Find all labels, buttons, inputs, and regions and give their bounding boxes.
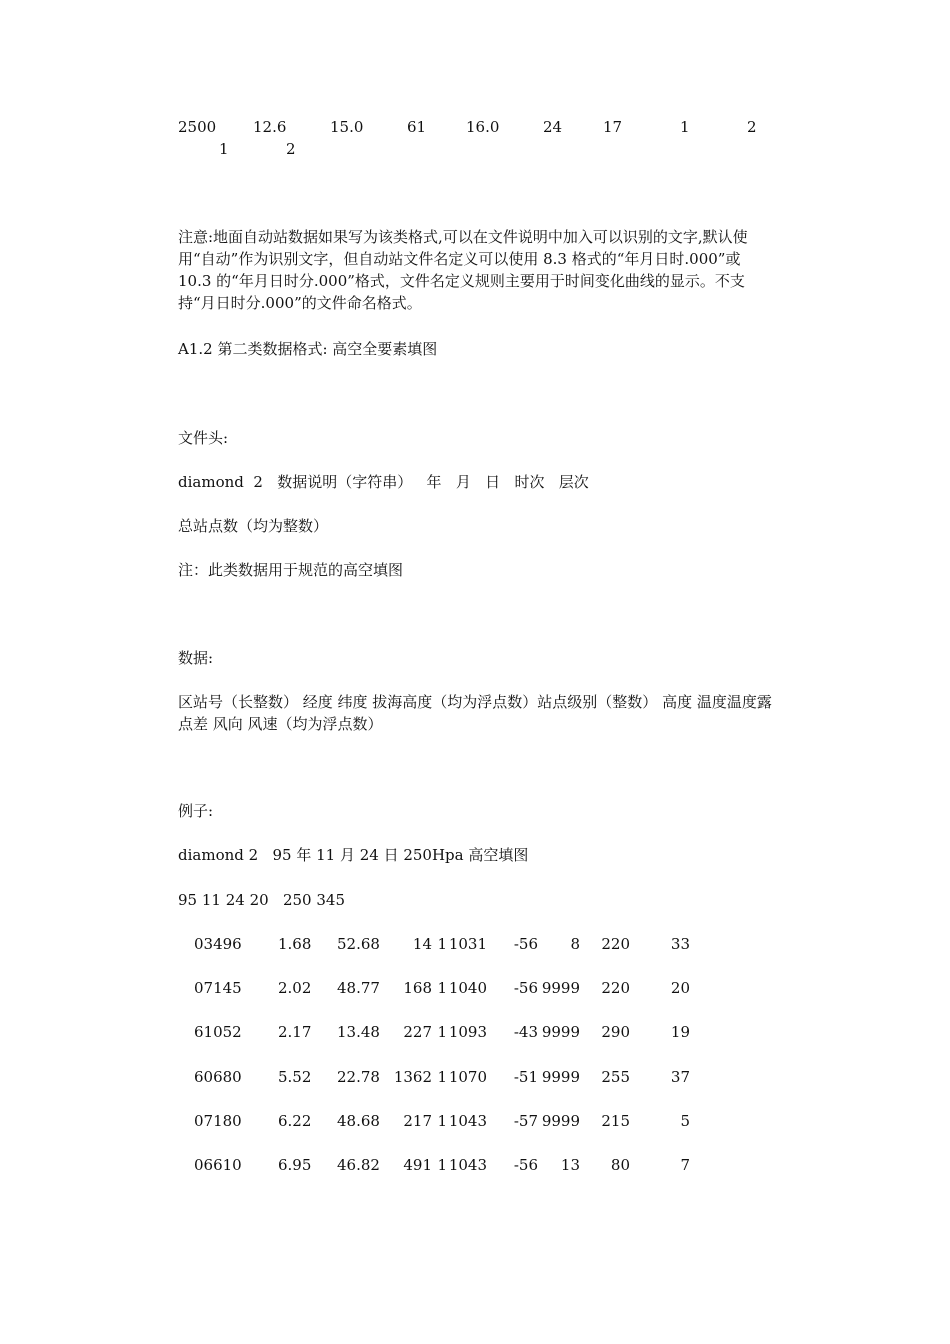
example-row (0, 1067, 950, 1087)
top-cell: 16.0 (466, 118, 500, 136)
example-cell: 1070 (448, 1068, 487, 1086)
example-title: diamond 2 95 年 11 月 24 日 250Hpa 高空填图 (178, 846, 529, 864)
example-cell: 9999 (541, 979, 580, 997)
top-cell: 2500 (178, 118, 217, 136)
note-paragraph: 注意:地面自动站数据如果写为该类格式,可以在文件说明中加入可以识别的文字,默认使用“自动”作为识别文字，但自动站文件名定义可以使用 8.3 格式的“年月日时.000”或 10.3 的“年月日时分.000”格式，文件名定义规则主要用于时间变化曲线的显示。不支持“月日时分.000”的文件命名格式。 (178, 228, 748, 312)
example-cell: 03496 (194, 935, 242, 953)
top-cell: 1 (680, 118, 690, 136)
example-cell: 491 (403, 1156, 432, 1174)
example-cell: 227 (403, 1023, 432, 1041)
example-cell: 168 (403, 979, 432, 997)
example-cell: 07180 (194, 1112, 242, 1130)
example-cell: -51 (513, 1068, 538, 1086)
station-count-line: 总站点数（均为整数） (178, 517, 329, 535)
example-cell: 13 (560, 1156, 580, 1174)
example-cell: 220 (601, 979, 630, 997)
top-cell: 17 (603, 118, 623, 136)
example-cell: 6.95 (278, 1156, 312, 1174)
top-cell: 2 (286, 140, 296, 158)
example-label: 例子: (178, 802, 214, 820)
example-cell: 1093 (448, 1023, 487, 1041)
example-cell: 6.22 (278, 1112, 312, 1130)
example-cell: 5 (680, 1112, 690, 1130)
data-description: 区站号（长整数） 经度 纬度 拔海高度（均为浮点数）站点级别（整数） 高度 温度温度露点差 风向 风速（均为浮点数） (178, 693, 772, 733)
example-row (0, 934, 950, 954)
top-cell: 24 (543, 118, 563, 136)
example-cell: 1 (437, 1112, 447, 1130)
file-header-label: 文件头: (178, 429, 229, 447)
top-cell: 1 (219, 140, 229, 158)
example-cell: -56 (513, 935, 538, 953)
example-cell: 07145 (194, 979, 242, 997)
example-cell: 1.68 (278, 935, 312, 953)
example-cell: 1040 (448, 979, 487, 997)
example-cell: 48.68 (337, 1112, 380, 1130)
example-cell: 290 (601, 1023, 630, 1041)
section-heading: A1.2 第二类数据格式: 高空全要素填图 (178, 340, 438, 358)
example-cell: 1362 (393, 1068, 432, 1086)
example-row (0, 1155, 950, 1175)
example-cell: 13.48 (337, 1023, 380, 1041)
top-data-row-1 (0, 117, 950, 137)
example-cell: 14 (412, 935, 432, 953)
example-cell: -57 (513, 1112, 538, 1130)
example-cell: 46.82 (337, 1156, 380, 1174)
example-row (0, 1111, 950, 1131)
example-cell: 9999 (541, 1068, 580, 1086)
example-cell: 60680 (194, 1068, 242, 1086)
example-header: 95 11 24 20 250 345 (178, 891, 345, 909)
example-cell: 48.77 (337, 979, 380, 997)
example-cell: 2.02 (278, 979, 312, 997)
top-cell: 61 (407, 118, 427, 136)
data-label: 数据: (178, 649, 214, 667)
top-cell: 15.0 (330, 118, 364, 136)
example-cell: 9999 (541, 1023, 580, 1041)
file-header-format: diamond 2 数据说明（字符串） 年 月 日 时次 层次 (178, 473, 589, 491)
example-row (0, 978, 950, 998)
top-data-row-2 (0, 139, 950, 159)
example-cell: -43 (513, 1023, 538, 1041)
example-cell: 220 (601, 935, 630, 953)
example-cell: 22.78 (337, 1068, 380, 1086)
example-row (0, 1022, 950, 1042)
example-cell: 215 (601, 1112, 630, 1130)
example-cell: 217 (403, 1112, 432, 1130)
example-cell: 19 (670, 1023, 690, 1041)
example-cell: 8 (570, 935, 580, 953)
example-cell: 61052 (194, 1023, 242, 1041)
example-cell: 20 (670, 979, 690, 997)
example-cell: 9999 (541, 1112, 580, 1130)
example-cell: 1043 (448, 1156, 487, 1174)
example-cell: 255 (601, 1068, 630, 1086)
example-cell: 1 (437, 1068, 447, 1086)
top-cell: 2 (747, 118, 757, 136)
example-cell: 80 (610, 1156, 630, 1174)
example-cell: 1031 (448, 935, 487, 953)
example-cell: 2.17 (278, 1023, 312, 1041)
top-cell: 12.6 (253, 118, 287, 136)
example-cell: -56 (513, 979, 538, 997)
example-cell: 37 (670, 1068, 690, 1086)
example-cell: 33 (670, 935, 690, 953)
header-note: 注：此类数据用于规范的高空填图 (178, 561, 404, 579)
example-cell: -56 (513, 1156, 538, 1174)
example-cell: 1043 (448, 1112, 487, 1130)
example-cell: 1 (437, 935, 447, 953)
example-cell: 1 (437, 979, 447, 997)
example-cell: 06610 (194, 1156, 242, 1174)
example-cell: 1 (437, 1023, 447, 1041)
example-cell: 52.68 (337, 935, 380, 953)
example-cell: 5.52 (278, 1068, 312, 1086)
example-cell: 7 (680, 1156, 690, 1174)
example-cell: 1 (437, 1156, 447, 1174)
